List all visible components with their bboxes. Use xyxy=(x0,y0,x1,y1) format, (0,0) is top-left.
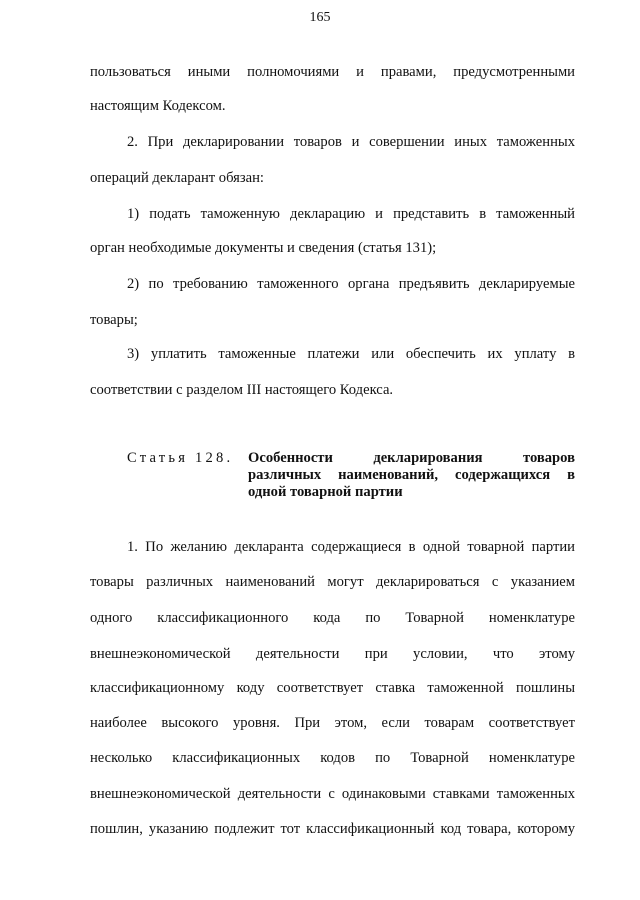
article-title-line: различных наименований, содержащихся в xyxy=(248,467,575,483)
text-line: наиболее высокого уровня. При этом, если товарам соответствует xyxy=(90,715,575,731)
text-line: операций декларант обязан: xyxy=(90,170,264,186)
article-title-line: Особенности декларирования товаров xyxy=(248,450,575,466)
text-line: внешнеэкономической деятельности при условии, что этому xyxy=(90,646,575,662)
text-line: пошлин, указанию подлежит тот классификационный код товара, которому xyxy=(90,821,575,837)
text-line: орган необходимые документы и сведения (статья 131); xyxy=(90,240,437,256)
text-line: пользоваться иными полномочиями и правами, предусмотренными xyxy=(90,64,575,80)
text-line: несколько классификационных кодов по Товарной номенклатуре xyxy=(90,750,575,766)
text-line: внешнеэкономической деятельности с одинаковыми ставками таможенных xyxy=(90,786,575,802)
text-line: соответствии с разделом III настоящего Кодекса. xyxy=(90,382,394,398)
text-line: 1) подать таможенную декларацию и представить в таможенный xyxy=(127,206,575,222)
text-line: настоящим Кодексом. xyxy=(90,98,226,114)
text-line: 3) уплатить таможенные платежи или обеспечить их уплату в xyxy=(127,346,575,362)
text-line: классификационному коду соответствует ставка таможенной пошлины xyxy=(90,680,575,696)
text-line: 1. По желанию декларанта содержащиеся в одной товарной партии xyxy=(127,539,575,555)
page-number: 165 xyxy=(309,10,331,25)
text-line: 2) по требованию таможенного органа предъявить декларируемые xyxy=(127,276,575,292)
text-line: товары различных наименований могут декларироваться с указанием xyxy=(90,574,575,590)
article-label: Статья 128. xyxy=(127,450,234,466)
text-line: 2. При декларировании товаров и совершении иных таможенных xyxy=(127,134,575,150)
article-title-line: одной товарной партии xyxy=(248,484,403,500)
text-line: одного классификационного кода по Товарной номенклатуре xyxy=(90,610,575,626)
text-line: товары; xyxy=(90,312,138,328)
